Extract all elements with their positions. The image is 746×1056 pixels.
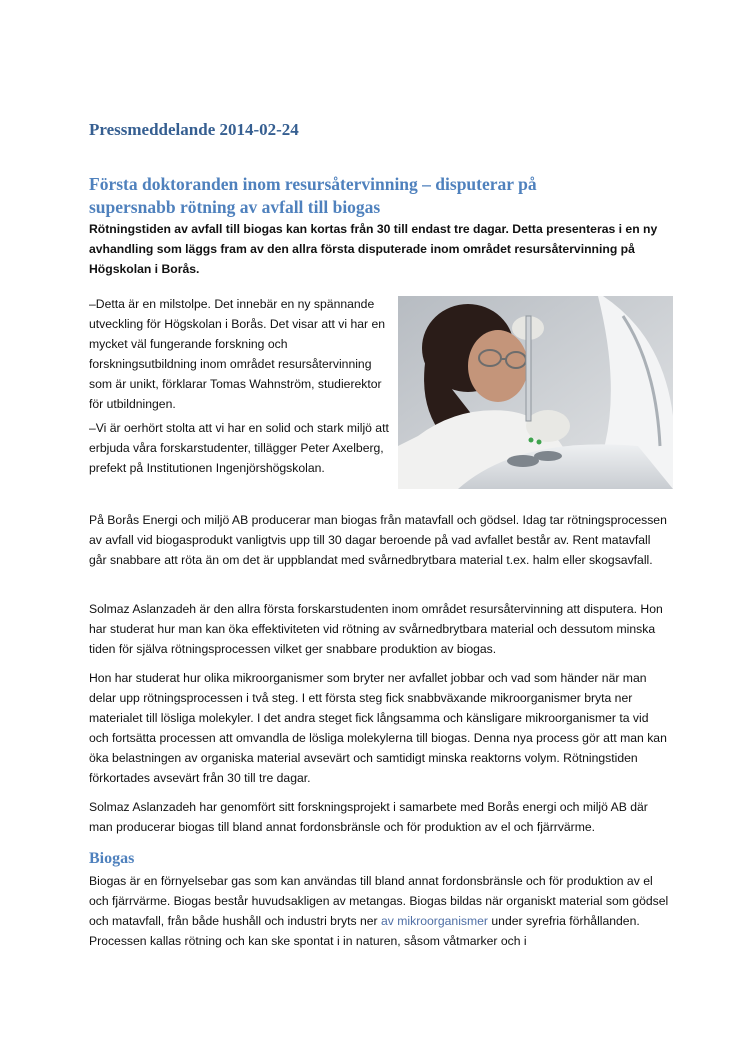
press-release-date: Pressmeddelande 2014-02-24 bbox=[89, 120, 299, 139]
paragraph-biogas bbox=[89, 871, 669, 951]
paragraph-process: Hon har studerat hur olika mikroorganismer som bryter ner avfallet jobbar och vad som händer när man delar upp rötningsprocessen i två steg. I ett första steg fick snabbväxande mikroorganismer bryta ner materialet till lösliga molekyler. I det andra steget fick långsamma och känsligare mikroorganismer ta vid och fortsätta processen att omvandla de lösliga molekylerna till biogas. Denna nya process gör att man kan öka belastningen av organiska material avsevärt och samtidigt minska reaktorns volym. Rötningstiden förkortades avsevärt från 30 till tre dagar. bbox=[89, 671, 667, 785]
microorganisms-link[interactable]: av mikroorganismer bbox=[380, 914, 488, 928]
biogas-text-end: under syrefria förhållanden. Processen kallas rötning och kan ske spontat i in naturen, såsom våtmarker och i bbox=[89, 914, 640, 948]
lead-paragraph: Rötningstiden av avfall till biogas kan kortas från 30 till endast tre dagar. Detta presenteras i en ny avhandling som läggs fram av den allra första disputerade inom området resursåtervinning på Högskolan i Borås. bbox=[89, 222, 658, 276]
headline: Första doktoranden inom resursåtervinning – disputerar på supersnabb rötning av avfall till biogas bbox=[89, 174, 537, 217]
paragraph-boras-energi: På Borås Energi och miljö AB producerar man biogas från matavfall och gödsel. Idag tar rötningsprocessen av avfall vid biogasprodukt vanligtvis upp till 30 dagar beroende på vad avfallet består av. Rent matavfall går snabbare att röta än om det är uppblandat med svårnedbrytbara material t.ex. halm eller skogsavfall. bbox=[89, 513, 667, 567]
paragraph-solmaz-intro: Solmaz Aslanzadeh är den allra första forskarstudenten inom området resursåtervinning att disputera. Hon har studerat hur man kan öka effektiviteten vid rötning av svårnedbrytbara material och dessutom minska tiden för själva rötningsprocessen vilket ger snabbare produktion av biogas. bbox=[89, 602, 663, 656]
quote-wahnstrom: –Detta är en milstolpe. Det innebär en ny spännande utveckling för Högskolan i Borås. Det visar att vi har en mycket väl fungerande forskning och forskningsutbildning inom området resursåtervinning som är unikt, förklarar Tomas Wahnström, studierektor för utbildningen. bbox=[89, 297, 386, 411]
biogas-text-start: Biogas är en förnyelsebar gas som kan användas till bland annat fordonsbränsle och för produktion av el och fjärrvärme. Biogas består huvudsakligen av metangas. Biogas bildas när organiskt material som gödsel och matavfall, från både hushåll och industri bryts ner bbox=[89, 874, 669, 928]
paragraph-collaboration: Solmaz Aslanzadeh har genomfört sitt forskningsprojekt i samarbete med Borås energi och miljö AB där man producerar biogas till bland annat fordonsbränsle och för produktion av el och fjärrvärme. bbox=[89, 800, 648, 834]
section-heading-biogas: Biogas bbox=[89, 850, 135, 867]
researcher-photo bbox=[398, 296, 673, 489]
quote-axelberg: –Vi är oerhört stolta att vi har en solid och stark miljö att erbjuda våra forskarstudenter, tillägger Peter Axelberg, prefekt på Institutionen Ingenjörshögskolan. bbox=[89, 421, 389, 475]
